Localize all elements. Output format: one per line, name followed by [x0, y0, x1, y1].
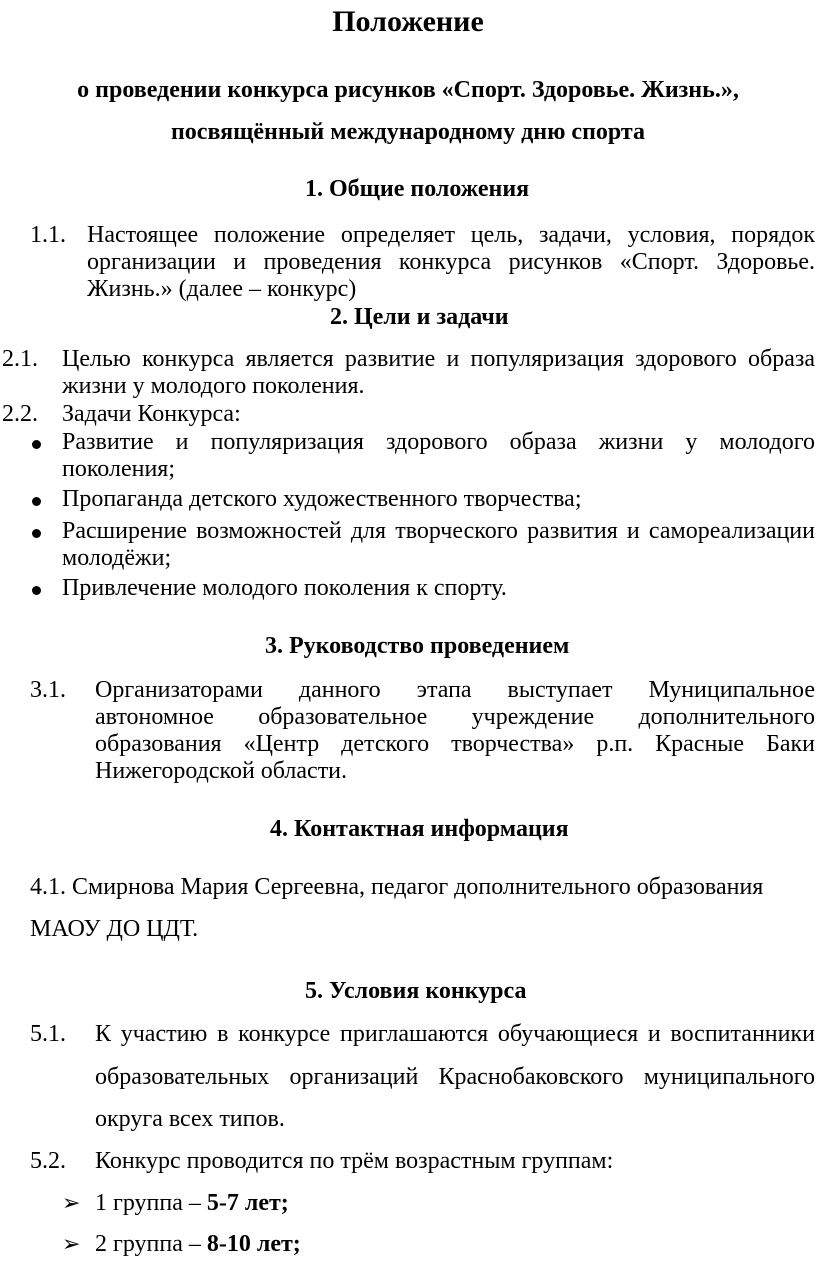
bullet-4-line-1: Привлечение молодого поколения к спорту. — [62, 575, 507, 601]
item-number-2-2: 2.2. — [2, 401, 38, 427]
contact-line-1: 4.1. Смирнова Мария Сергеевна, педагог дополнительного образования — [30, 874, 764, 900]
bullet-dot-icon — [32, 586, 41, 595]
bullet-1-line-1: Развитие и популяризация здорового образа жизни у молодого — [62, 429, 815, 455]
age-group-1-age: 5-7 лет; — [206, 1190, 289, 1216]
item-5-1-line-3: округа всех типов. — [95, 1106, 285, 1132]
arrow-bullet-icon: ➢ — [62, 1231, 81, 1256]
item-3-1-line-2: автономное образовательное учреждение дополнительного — [95, 704, 815, 730]
bullet-dot-icon — [32, 440, 41, 449]
item-1-1-line-1: Настоящее положение определяет цель, задачи, условия, порядок — [87, 222, 815, 248]
document-title: Положение — [332, 5, 484, 38]
item-3-1-line-3: образования «Центр детского творчества» р.п. Красные Баки — [95, 731, 815, 757]
bullet-2-line-1: Пропаганда детского художественного творчества; — [62, 486, 582, 512]
section-heading-5: 5. Условия конкурса — [305, 978, 527, 1004]
age-group-1 — [95, 1189, 289, 1218]
item-5-1-line-1: К участию в конкурсе приглашаются обучающиеся и воспитанники — [95, 1021, 815, 1047]
age-group-2-label: 2 группа – — [95, 1231, 207, 1257]
bullet-dot-icon — [32, 497, 41, 506]
document-subtitle-line-2: посвящённый международному дню спорта — [170, 119, 646, 145]
section-heading-2: 2. Цели и задачи — [330, 304, 509, 330]
item-2-1-line-1: Целью конкурса является развитие и популяризация здорового образа — [62, 346, 815, 372]
age-group-2-age: 8-10 лет; — [206, 1231, 301, 1257]
item-3-1-line-1: Организаторами данного этапа выступает Муниципальное — [95, 677, 815, 703]
item-1-1-line-2: организации и проведения конкурса рисунков «Спорт. Здоровье. — [87, 249, 815, 275]
item-1-1-line-3: Жизнь.» (далее – конкурс) — [87, 276, 357, 302]
item-2-1-line-2: жизни у молодого поколения. — [62, 373, 365, 399]
item-2-2-line-1: Задачи Конкурса: — [62, 401, 241, 427]
item-5-2-line-1: Конкурс проводится по трём возрастным группам: — [95, 1148, 614, 1174]
bullet-3-line-1: Расширение возможностей для творческого развития и самореализации — [62, 518, 815, 544]
section-heading-3: 3. Руководство проведением — [265, 633, 570, 659]
bullet-dot-icon — [32, 529, 41, 538]
item-number-1-1: 1.1. — [30, 222, 66, 248]
arrow-bullet-icon: ➢ — [62, 1190, 81, 1215]
item-number-5-1: 5.1. — [30, 1021, 66, 1047]
bullet-3-line-2: молодёжи; — [62, 545, 172, 571]
item-number-5-2: 5.2. — [30, 1148, 66, 1174]
bullet-1-line-2: поколения; — [62, 456, 175, 482]
item-number-2-1: 2.1. — [2, 346, 38, 372]
section-heading-1: 1. Общие положения — [305, 176, 530, 202]
document-subtitle-line-1: о проведении конкурса рисунков «Спорт. Здоровье. Жизнь.», — [77, 77, 739, 103]
age-group-1-label: 1 группа – — [95, 1190, 207, 1216]
item-5-1-line-2: образовательных организаций Краснобаковского муниципального — [95, 1064, 815, 1090]
contact-line-2: МАОУ ДО ЦДТ. — [30, 916, 199, 942]
item-3-1-line-4: Нижегородской области. — [95, 758, 348, 784]
section-heading-4: 4. Контактная информация — [270, 816, 569, 842]
age-group-2 — [95, 1230, 301, 1259]
item-number-3-1: 3.1. — [30, 677, 66, 703]
